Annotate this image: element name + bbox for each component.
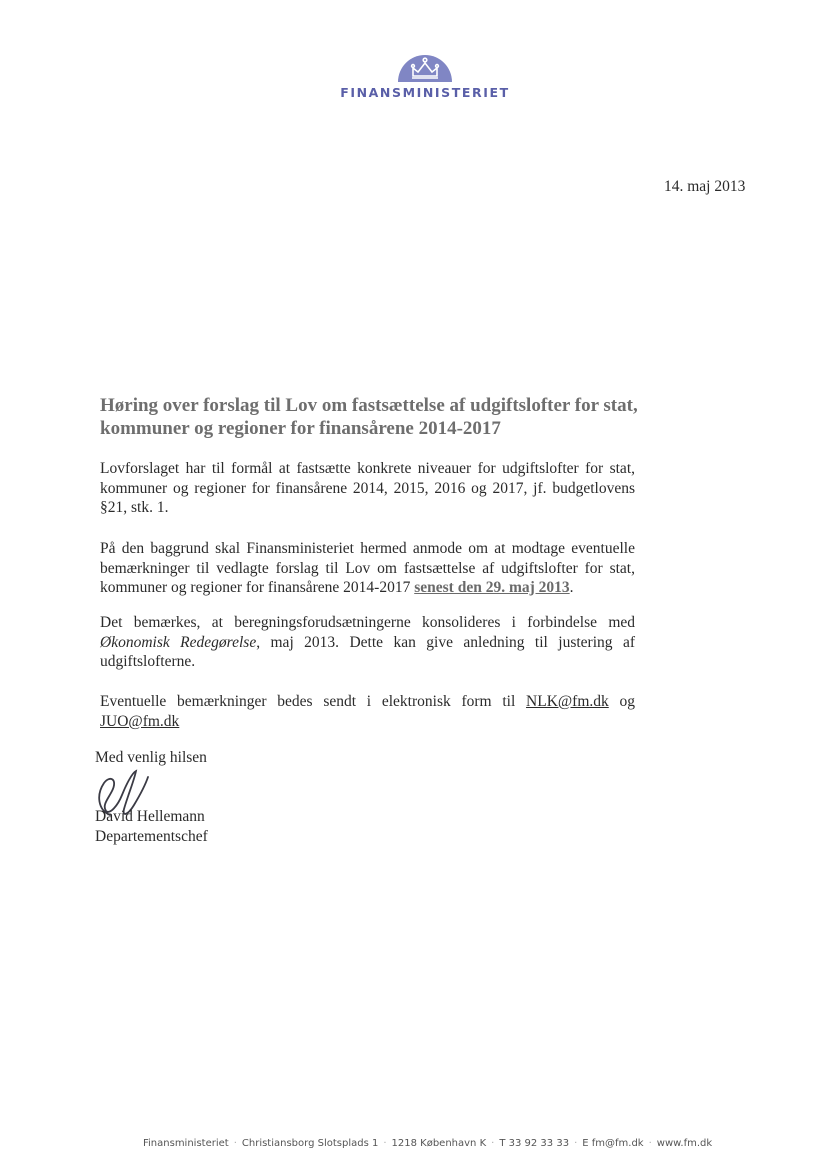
paragraph-request-end: . <box>569 579 574 596</box>
footer-separator: · <box>233 1138 237 1149</box>
paragraph-request-text: På den baggrund skal Finansministeriet hermed anmode om at modtage eventuelle bemærkninger til vedlagte forslag til Lov om fastsættelse af udgiftslofter for stat, kommuner og regioner for finansårene 2014-2017 <box>100 540 635 596</box>
deadline-text: senest den 29. maj 2013 <box>414 579 570 596</box>
paragraph-note <box>100 613 635 672</box>
letter-heading: Høring over forslag til Lov om fastsættelse af udgiftslofter for stat, kommuner og regioner for finansårene 2014-2017 <box>100 395 638 439</box>
paragraph-contact-text: Eventuelle bemærkninger bedes sendt i elektronisk form til <box>100 693 527 710</box>
paragraph-request <box>100 539 635 598</box>
signer-title: Departementschef <box>95 828 208 845</box>
footer-web[interactable]: www.fm.dk <box>656 1138 713 1149</box>
paragraph-purpose: Lovforslaget har til formål at fastsætte konkrete niveauer for udgiftslofter for stat, kommuner og regioner for finansårene 2014, 2015, 2016 og 2017, jf. budgetlovens §21, stk. 1. <box>100 460 635 516</box>
paragraph-note-end: , maj 2013. Dette kan give anledning til justering af udgiftslofterne. <box>100 633 635 670</box>
footer-phone: T 33 92 33 33 <box>499 1138 570 1149</box>
email-link-nlk[interactable]: NLK@fm.dk <box>526 693 609 710</box>
footer-address: Christiansborg Slotsplads 1 <box>241 1138 379 1149</box>
paragraph-contact-mid: og <box>608 693 636 710</box>
footer-city: 1218 København K <box>391 1138 487 1149</box>
footer-separator: · <box>491 1138 495 1149</box>
logo-text: FINANSMINISTERIET <box>340 85 510 100</box>
letter-date: 14. maj 2013 <box>664 178 746 195</box>
footer-org: Finansministeriet <box>143 1138 229 1149</box>
signer-name: David Hellemann <box>95 808 205 825</box>
paragraph-contact <box>100 692 635 731</box>
email-link-juo[interactable]: JUO@fm.dk <box>100 712 180 730</box>
crown-icon <box>396 50 454 82</box>
footer-separator: · <box>383 1138 387 1149</box>
footer-email[interactable]: E fm@fm.dk <box>582 1138 644 1149</box>
letterhead-logo <box>330 50 520 100</box>
report-title: Økonomisk Redegørelse <box>100 633 257 651</box>
closing-salutation: Med venlig hilsen <box>95 749 207 766</box>
paragraph-note-text: Det bemærkes, at beregningsforudsætningerne konsolideres i forbindelse med <box>100 614 635 631</box>
footer-separator: · <box>648 1138 652 1149</box>
footer-separator: · <box>574 1138 578 1149</box>
letter-footer <box>143 1138 713 1149</box>
